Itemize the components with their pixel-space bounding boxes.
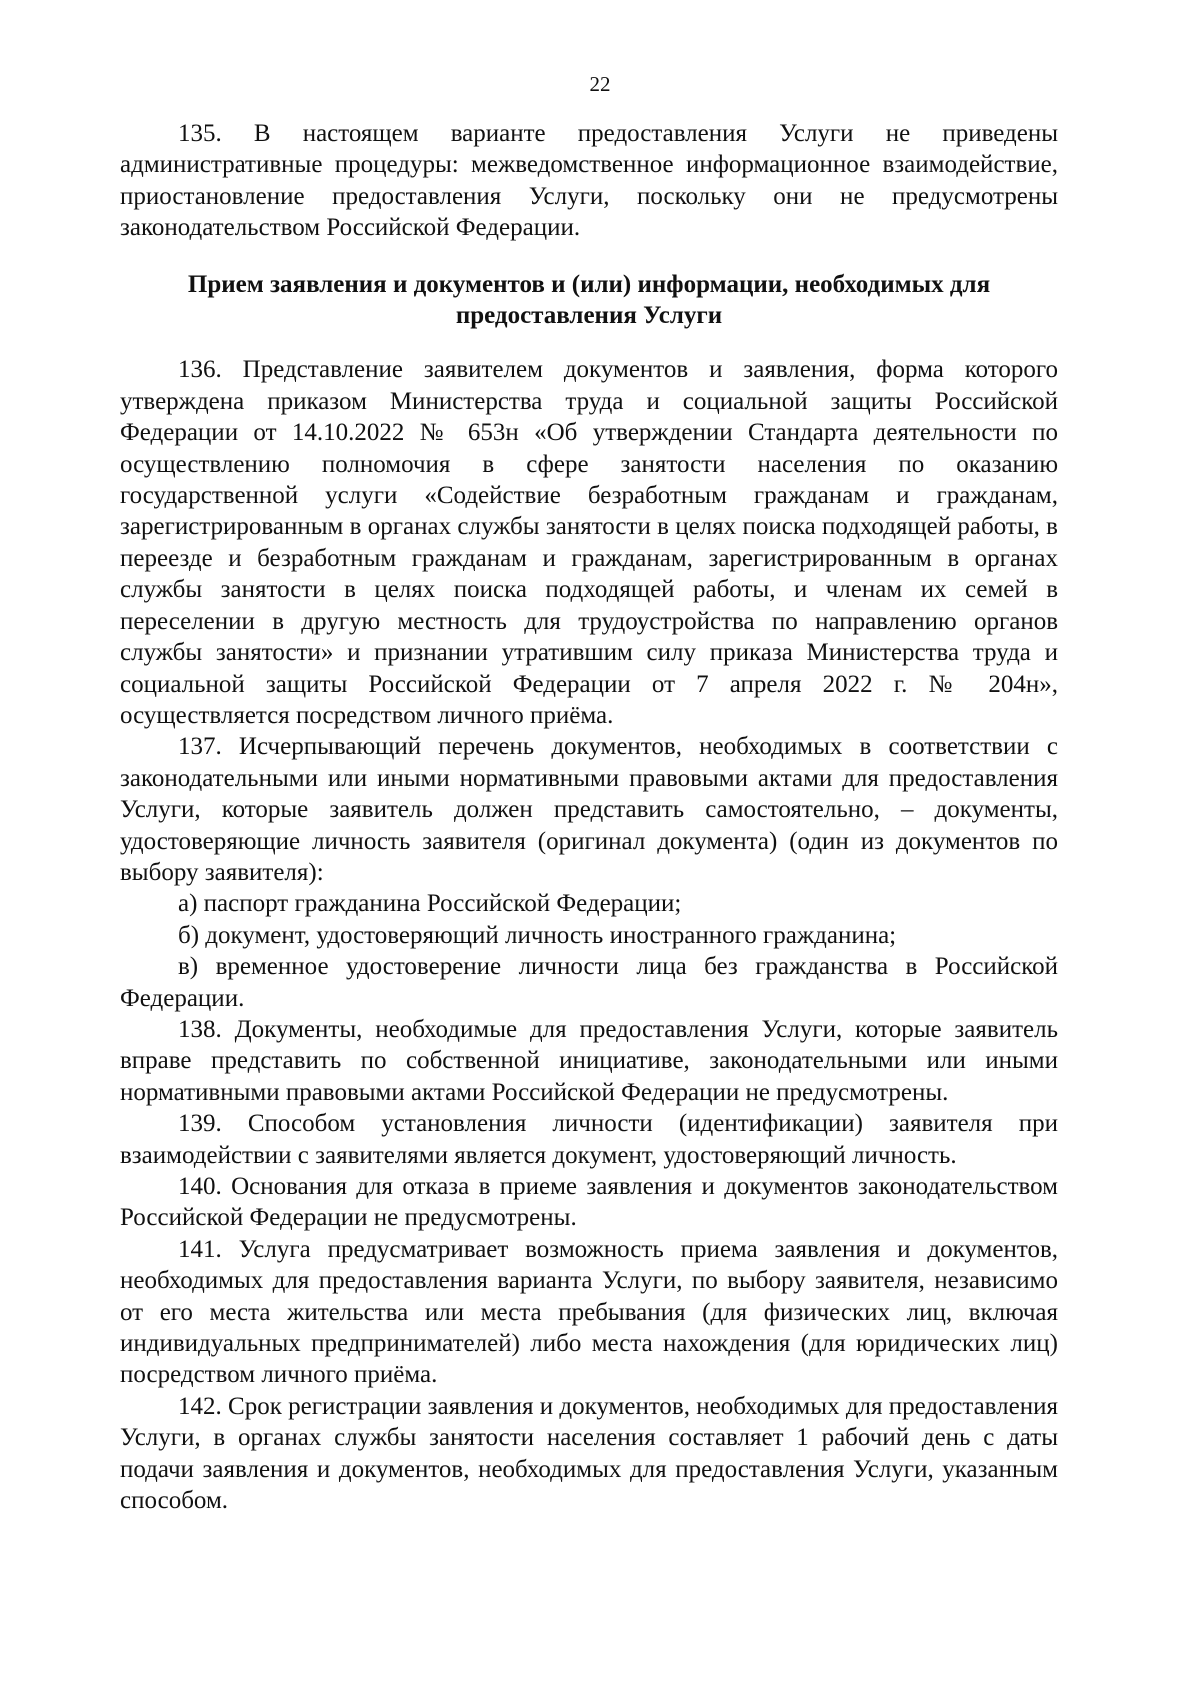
list-item-a: а) паспорт гражданина Российской Федерации; [178,890,682,918]
paragraph-138: 138. Документы, необходимые для предоставления Услуги, которые заявитель вправе представить по собственной инициативе, законодательными или иными нормативными правовыми актами Российской Федерации не предусмотрены. [120,1015,1058,1106]
section-heading: Прием заявления и документов и (или) информации, необходимых для предоставления Услуги [187,270,991,330]
paragraph-136: 136. Представление заявителем документов и заявления, форма которого утверждена приказом Министерства труда и социальной защиты Российской Федерации от 14.10.2022 № 653н «Об утверждении Стандарта деятельности по осуществлению полномочия в сфере занятости населения по оказанию государственной услуги «Содействие безработным гражданам и гражданам, зарегистрированным в органах службы занятости в целях поиска подходящей работы, в переезде и безработным гражданам и гражданам, зарегистрированным в органах службы занятости в целях поиска подходящей работы, и членам их семей в переселении в другую местность для трудоустройства по направлению органов службы занятости» и признании утратившим силу приказа Министерства труда и социальной защиты Российской Федерации от 7 апреля 2022 г. № 204н», осуществляется посредством личного приёма. [120,356,1058,729]
document-body [120,118,1058,1516]
list-item-b: б) документ, удостоверяющий личность иностранного гражданина; [178,921,897,949]
page-number: 22 [589,72,611,96]
paragraph-141: 141. Услуга предусматривает возможность приема заявления и документов, необходимых для предоставления варианта Услуги, по выбору заявителя, независимо от его места жительства или места пребывания (для физических лиц, включая индивидуальных предпринимателей) либо места нахождения (для юридических лиц) посредством личного приёма. [120,1235,1058,1389]
paragraph-135: 135. В настоящем варианте предоставления Услуги не приведены административные процедуры: межведомственное информационное взаимодействие, приостановление предоставления Услуги, поскольку они не предусмотрены законодательством Российской Федерации. [120,120,1058,242]
paragraph-139: 139. Способом установления личности (идентификации) заявителя при взаимодействии с заявителями является документ, удостоверяющий личность. [120,1110,1058,1169]
paragraph-140: 140. Основания для отказа в приеме заявления и документов законодательством Российской Федерации не предусмотрены. [120,1173,1058,1232]
paragraph-142: 142. Срок регистрации заявления и документов, необходимых для предоставления Услуги, в органах службы занятости населения составляет 1 рабочий день с даты подачи заявления и документов, необходимых для предоставления Услуги, указанным способом. [120,1392,1058,1515]
list-item-c: в) временное удостоверение личности лица без гражданства в Российской Федерации. [120,953,1058,1012]
paragraph-137: 137. Исчерпывающий перечень документов, необходимых в соответствии с законодательными или иными нормативными правовыми актами для предоставления Услуги, которые заявитель должен представить самостоятельно, – документы, удостоверяющие личность заявителя (оригинал документа) (один из документов по выбору заявителя): [120,733,1058,886]
